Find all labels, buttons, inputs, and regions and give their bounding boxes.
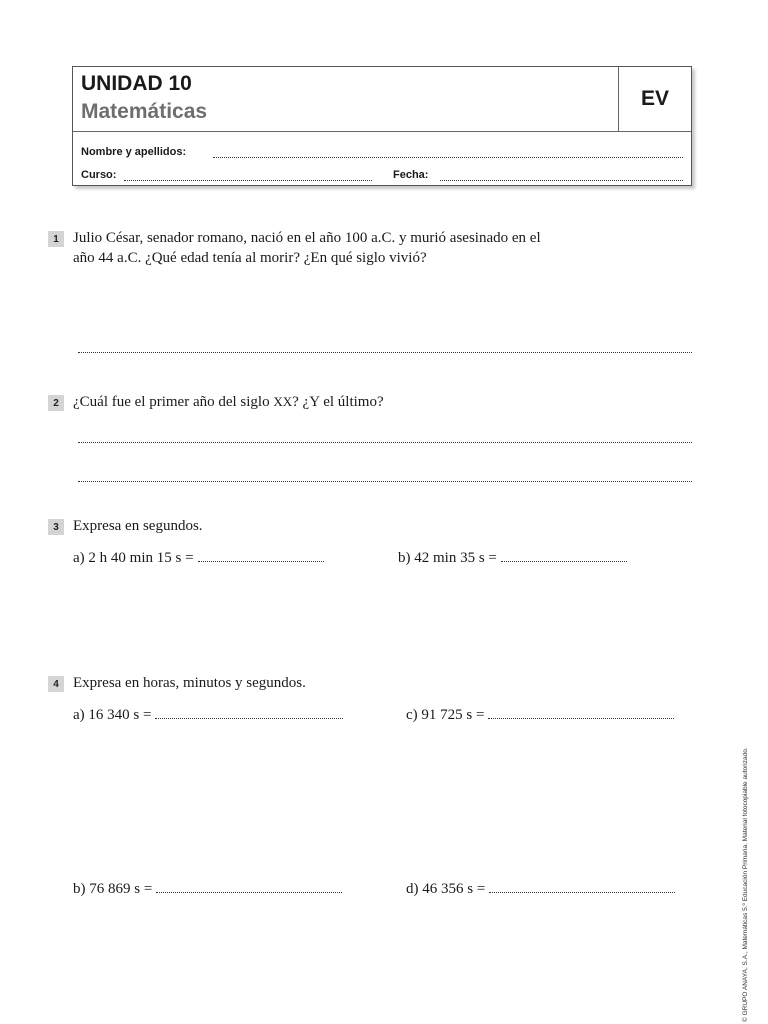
question-4-text: Expresa en horas, minutos y segundos. <box>73 675 306 691</box>
question-2-answer-line-1[interactable] <box>78 442 692 443</box>
question-3-item-a <box>73 550 324 567</box>
question-2-text-after: ? ¿Y el último? <box>292 394 384 410</box>
copyright-note: © GRUPO ANAYA, S.A., Matemáticas 5.º Educación Primaria. Material fotocopiable autorizado. <box>742 747 749 1022</box>
worksheet-header <box>72 66 692 186</box>
question-4-item-c-label: c) 91 725 s = <box>406 707 485 723</box>
question-1-answer-line[interactable] <box>78 352 692 353</box>
name-label: Nombre y apellidos: <box>81 146 187 158</box>
question-1-line-2: año 44 a.C. ¿Qué edad tenía al morir? ¿En qué siglo vivió? <box>73 250 427 266</box>
question-4-item-a <box>73 707 343 724</box>
question-2-text <box>73 392 384 412</box>
question-4-item-d-label: d) 46 356 s = <box>406 881 486 897</box>
question-4-item-c <box>406 707 674 724</box>
header-title-row <box>73 67 691 132</box>
question-1-text <box>73 228 541 268</box>
question-2-text-before: ¿Cuál fue el primer año del siglo <box>73 394 274 410</box>
question-2-number: 2 <box>48 395 64 411</box>
question-3-item-a-label: a) 2 h 40 min 15 s = <box>73 550 194 566</box>
question-1-line-1: Julio César, senador romano, nació en el año 100 a.C. y murió asesinado en el <box>73 230 541 246</box>
date-field[interactable] <box>440 180 683 181</box>
question-4-item-b-answer[interactable] <box>156 891 342 893</box>
question-2-century: XX <box>273 394 293 409</box>
question-3-item-b <box>398 550 627 567</box>
subject-title: Matemáticas <box>81 100 208 123</box>
question-4-item-a-label: a) 16 340 s = <box>73 707 152 723</box>
course-field[interactable] <box>124 180 372 181</box>
question-4-item-b <box>73 881 342 898</box>
course-label: Curso: <box>81 169 117 181</box>
question-4-item-b-label: b) 76 869 s = <box>73 881 153 897</box>
question-4-item-c-answer[interactable] <box>488 717 674 719</box>
unit-title: UNIDAD 10 <box>81 72 192 95</box>
question-1-number: 1 <box>48 231 64 247</box>
question-4-item-d <box>406 881 675 898</box>
date-label: Fecha: <box>393 169 429 181</box>
question-2-answer-line-2[interactable] <box>78 481 692 482</box>
question-4-item-d-answer[interactable] <box>489 891 675 893</box>
evaluation-code: EV <box>618 67 691 131</box>
question-3-number: 3 <box>48 519 64 535</box>
question-3-item-b-label: b) 42 min 35 s = <box>398 550 497 566</box>
question-3-text: Expresa en segundos. <box>73 518 203 534</box>
question-3-item-b-answer[interactable] <box>501 560 627 562</box>
question-3-item-a-answer[interactable] <box>198 560 324 562</box>
question-4-item-a-answer[interactable] <box>155 717 343 719</box>
question-4-number: 4 <box>48 676 64 692</box>
name-field[interactable] <box>213 157 683 158</box>
